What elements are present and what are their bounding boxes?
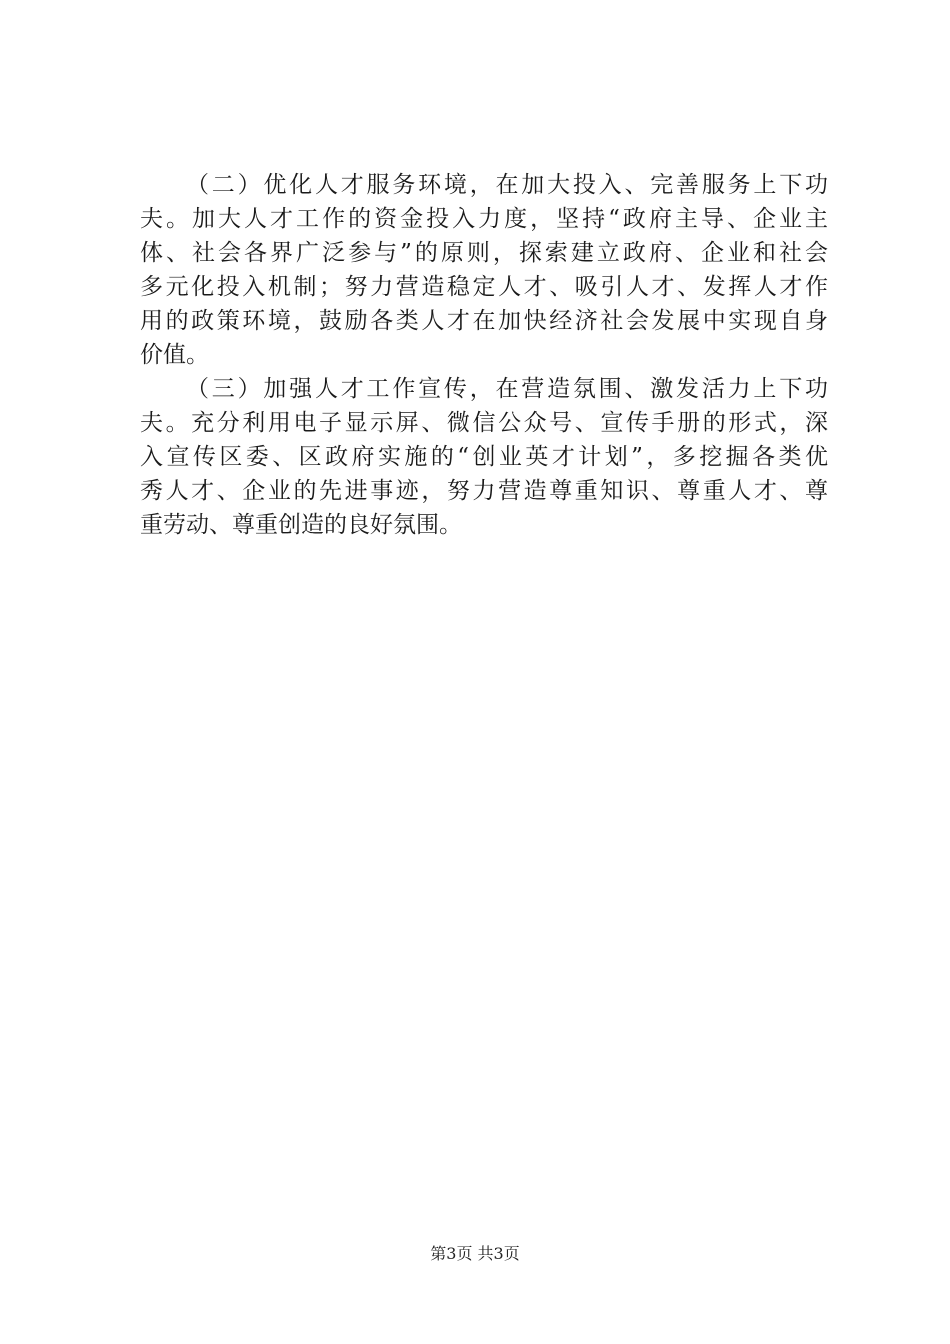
paragraph-line: 夫。充分利用电子显示屏、微信公众号、宣传手册的形式，深 xyxy=(140,410,828,436)
paragraph-line: 夫。加大人才工作的资金投入力度，坚持“政府主导、企业主 xyxy=(140,206,828,232)
paragraph-line: 多元化投入机制；努力营造稳定人才、吸引人才、发挥人才作 xyxy=(140,274,828,300)
paragraph-line: （三）加强人才工作宣传，在营造氛围、激发活力上下功 xyxy=(186,376,828,402)
page-number-label: 第3页 共3页 xyxy=(430,1244,520,1263)
paragraph-line: 体、社会各界广泛参与”的原则，探索建立政府、企业和社会 xyxy=(140,240,828,266)
paragraph-line: 入宣传区委、区政府实施的“创业英才计划”，多挖掘各类优 xyxy=(140,444,828,470)
paragraph-line: （二）优化人才服务环境，在加大投入、完善服务上下功 xyxy=(186,172,828,198)
paragraph-talent-service-environment xyxy=(140,168,828,372)
paragraph-talent-publicity xyxy=(140,372,828,542)
document-body xyxy=(140,168,828,542)
page-footer xyxy=(0,1243,950,1265)
paragraph-line: 秀人才、企业的先进事迹，努力营造尊重知识、尊重人才、尊 xyxy=(140,478,828,504)
paragraph-line: 重劳动、尊重创造的良好氛围。 xyxy=(140,512,462,538)
paragraph-line: 用的政策环境，鼓励各类人才在加快经济社会发展中实现自身 xyxy=(140,308,828,334)
paragraph-line: 价值。 xyxy=(140,342,209,368)
